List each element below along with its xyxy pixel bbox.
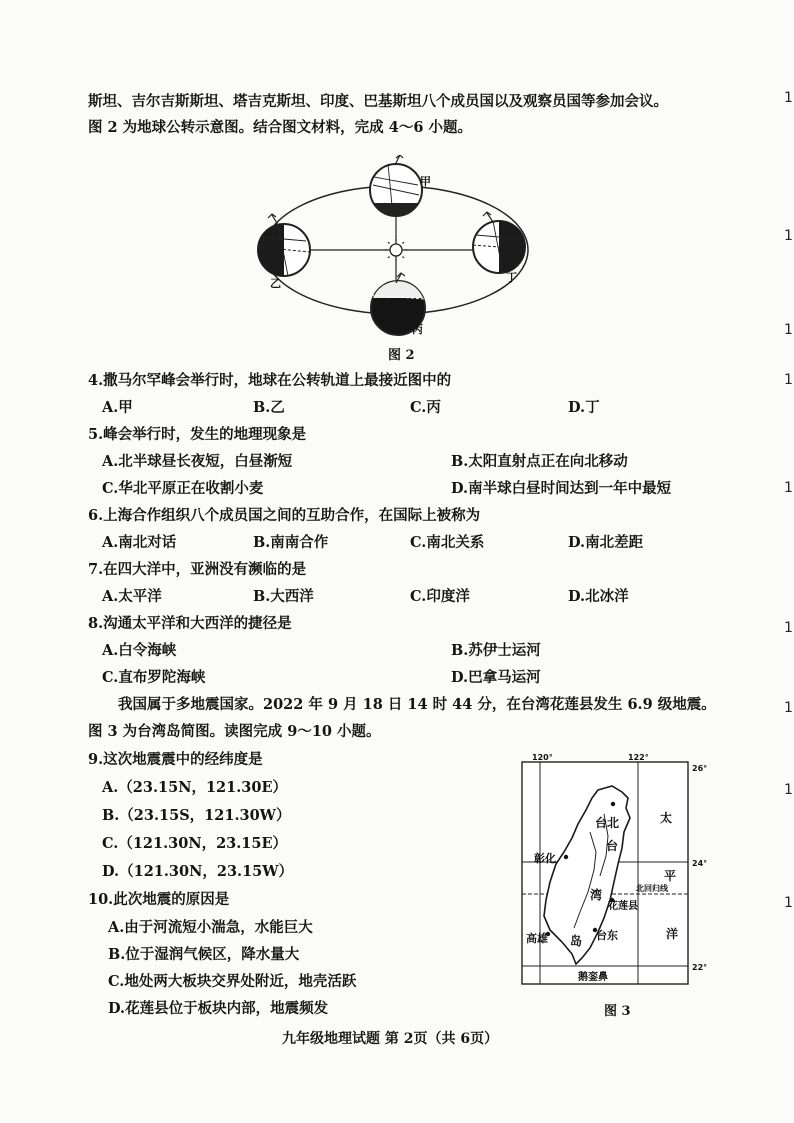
edge-mark: 1: [784, 90, 793, 106]
lat-label-22: 22°: [692, 963, 708, 972]
q6-option-c[interactable]: C.南北关系: [410, 534, 485, 551]
place-tropic: 北回归线: [636, 884, 668, 893]
lat-label-26: 26°: [692, 764, 708, 773]
ocean-tai: 太: [660, 811, 673, 825]
question-4-stem: 4.撒马尔罕峰会举行时，地球在公转轨道上最接近图中的: [88, 372, 452, 389]
q10-option-c[interactable]: C.地处两大板块交界处附近，地壳活跃: [108, 973, 357, 990]
q6-option-d[interactable]: D.南北差距: [568, 534, 644, 551]
q4-option-c[interactable]: C.丙: [410, 399, 441, 416]
lon-label-122: 122°: [628, 753, 649, 762]
earth-yi: [258, 214, 310, 276]
q10-option-a[interactable]: A.由于河流短小湍急，水能巨大: [108, 919, 313, 936]
ocean-yang: 洋: [666, 927, 679, 941]
place-taidong: 台东: [596, 929, 618, 942]
label-yi: 乙: [270, 277, 281, 290]
place-eluanbi: 鹅銮鼻: [578, 972, 608, 983]
place-changhua: 彰化: [534, 852, 556, 865]
q9-option-a[interactable]: A.（23.15N，121.30E）: [102, 779, 288, 796]
q6-option-b[interactable]: B.南南合作: [253, 534, 329, 551]
question-9-stem: 9.这次地震震中的经纬度是: [88, 751, 263, 768]
edge-mark: 1: [784, 895, 793, 911]
ocean-ping: 平: [664, 869, 677, 883]
label-jia: 甲: [420, 175, 431, 188]
edge-mark: 1: [784, 480, 793, 496]
q7-option-c[interactable]: C.印度洋: [410, 588, 470, 605]
figure-3-taiwan-map: [520, 752, 742, 990]
place-hualian: 花莲县: [608, 901, 638, 912]
q10-option-b[interactable]: B.位于湿润气候区，降水量大: [108, 946, 300, 963]
figure-2-orbit-diagram: [248, 155, 538, 345]
q8-option-d[interactable]: D.巴拿马运河: [451, 669, 541, 686]
q5-option-d[interactable]: D.南半球白昼时间达到一年中最短: [451, 480, 672, 497]
label-ding: 丁: [506, 271, 517, 284]
place-tai: 台: [606, 839, 619, 853]
q7-option-b[interactable]: B.大西洋: [253, 588, 314, 605]
place-dao: 岛: [570, 934, 583, 948]
quake-material-line-1: 我国属于多地震国家。2022 年 9 月 18 日 14 时 44 分，在台湾花莲县发生 6.9 级地震。: [118, 696, 716, 713]
q8-option-b[interactable]: B.苏伊士运河: [451, 642, 541, 659]
q6-option-a[interactable]: A.南北对话: [102, 534, 177, 551]
q8-option-a[interactable]: A.白令海峡: [102, 642, 177, 659]
place-taibei: 台北: [595, 816, 620, 830]
q5-option-a[interactable]: A.北半球昼长夜短，白昼渐短: [102, 453, 293, 470]
intro-line-2: 图 2 为地球公转示意图。结合图文材料，完成 4～6 小题。: [88, 119, 472, 136]
earth-jia: [370, 155, 422, 216]
figure-3-caption: 图 3: [604, 1004, 631, 1019]
place-wan: 湾: [590, 888, 603, 902]
edge-mark: 1: [784, 620, 793, 636]
edge-mark: 1: [784, 700, 793, 716]
figure-2-caption: 图 2: [388, 348, 415, 363]
q9-option-d[interactable]: D.（121.30N，23.15W）: [102, 863, 294, 880]
q9-option-b[interactable]: B.（23.15S，121.30W）: [102, 807, 291, 824]
page-footer: 九年级地理试题 第 2页（共 6页）: [282, 1031, 499, 1047]
q10-option-d[interactable]: D.花莲县位于板块内部，地震频发: [108, 1000, 329, 1017]
q4-option-a[interactable]: A.甲: [102, 399, 133, 416]
edge-mark: 1: [784, 228, 793, 244]
question-7-stem: 7.在四大洋中，亚洲没有濒临的是: [88, 561, 307, 578]
question-10-stem: 10.此次地震的原因是: [88, 891, 230, 908]
question-5-stem: 5.峰会举行时，发生的地理现象是: [88, 426, 307, 443]
earth-ding: [473, 212, 525, 273]
intro-line-1: 斯坦、吉尔吉斯斯坦、塔吉克斯坦、印度、巴基斯坦八个成员国以及观察员国等参加会议。: [88, 93, 668, 110]
q7-option-a[interactable]: A.太平洋: [102, 588, 162, 605]
edge-mark: 1: [784, 322, 793, 338]
question-8-stem: 8.沟通太平洋和大西洋的捷径是: [88, 615, 292, 632]
q7-option-d[interactable]: D.北冰洋: [568, 588, 629, 605]
q4-option-d[interactable]: D.丁: [568, 399, 600, 416]
lat-label-24: 24°: [692, 859, 708, 868]
question-6-stem: 6.上海合作组织八个成员国之间的互助合作，在国际上被称为: [88, 507, 481, 524]
q9-option-c[interactable]: C.（121.30N，23.15E）: [102, 835, 288, 852]
place-gaoxiong: 高雄: [526, 932, 548, 945]
label-bing: 丙: [412, 323, 423, 336]
q4-option-b[interactable]: B.乙: [253, 399, 285, 416]
lon-label-120: 120°: [532, 753, 553, 762]
q5-option-c[interactable]: C.华北平原正在收割小麦: [102, 480, 264, 497]
edge-mark: 1: [784, 782, 793, 798]
quake-material-line-2: 图 3 为台湾岛简图。读图完成 9～10 小题。: [88, 723, 381, 740]
q5-option-b[interactable]: B.太阳直射点正在向北移动: [451, 453, 628, 470]
edge-mark: 1: [784, 372, 793, 388]
q8-option-c[interactable]: C.直布罗陀海峡: [102, 669, 206, 686]
